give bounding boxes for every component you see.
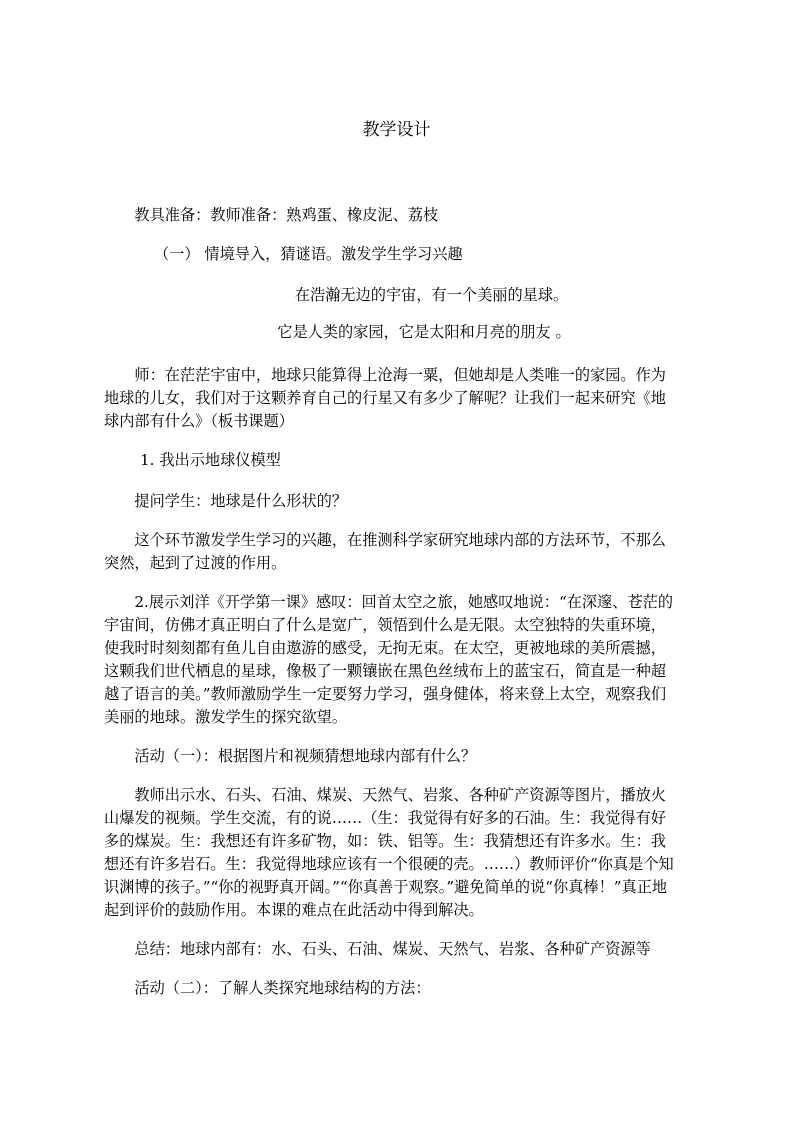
paragraph-materials: 教具准备：教师准备：熟鸡蛋、橡皮泥、荔枝: [134, 206, 439, 224]
paragraph-activity-1: 教师出示水、石头、石油、煤炭、天然气、岩浆、各种矿产资源等图片，播放火山爆发的视频。学生交流，有的说……（生：我觉得有好多的石油。生：我觉得有好多的煤炭。生：我想还有许多矿物，如：铁、铝等。生：我猜想还有许多水。生：我想还有许多岩石。生：我觉得地球应该有一个很硬的壳。……）教师评价“你真是个知识渊博的孩子。”“你的视野真开阔。”“你真善于观察。”避免简单的说“你真棒！”真正地起到评价的鼓励作用。本课的难点在此活动中得到解决。: [104, 786, 674, 919]
section-heading-one: （一） 情境导入，猜谜语。激发学生学习兴趣: [154, 245, 463, 263]
document-body: [104, 204, 679, 1016]
step-1-heading: 1. 我出示地球仪模型: [140, 451, 281, 469]
paragraph-teacher-intro: 师：在茫茫宇宙中，地球只能算得上沧海一粟，但她却是人类唯一的家园。作为地球的儿女，我们对于这颗养育自己的行星又有多少了解呢？让我们一起来研究《地球内部有什么》（板书课题）: [104, 366, 666, 430]
riddle-line-2: 它是人类的家园，它是太阳和月亮的朋友 。: [277, 323, 571, 341]
riddle-line-1: 在浩瀚无边的宇宙，有一个美丽的星球。: [294, 286, 569, 304]
paragraph-transition: 这个环节激发学生学习的兴趣，在推测科学家研究地球内部的方法环节，不那么突然，起到了过渡的作用。: [104, 531, 666, 572]
activity-1-heading: 活动（一）：根据图片和视频猜想地球内部有什么？: [134, 747, 477, 765]
document-title: 教学设计: [362, 120, 431, 140]
paragraph-summary: 总结：地球内部有：水、石头、石油、煤炭、天然气、岩浆、各种矿产资源等: [134, 940, 651, 958]
paragraph-question: 提问学生：地球是什么形状的？: [134, 492, 348, 510]
paragraph-liuyang: 2.展示刘洋《开学第一课》感叹：回首太空之旅，她感叹地说：“在深邃、苍茫的宇宙间，仿佛才真正明白了什么是宽广，领悟到什么是无限。太空独特的失重环境，使我时时刻刻都有鱼儿自由遨游的感受，无拘无束。在太空，更被地球的美所震撼，这颗我们世代栖息的星球，像极了一颗镶嵌在黑色丝绒布上的蓝宝石，简直是一种超越了语言的美。”教师激励学生一定要努力学习，强身健体，将来登上太空，观察我们美丽的地球。激发学生的探究欲望。: [104, 593, 674, 726]
activity-2-heading: 活动（二）：了解人类探究地球结构的方法：: [134, 979, 431, 997]
